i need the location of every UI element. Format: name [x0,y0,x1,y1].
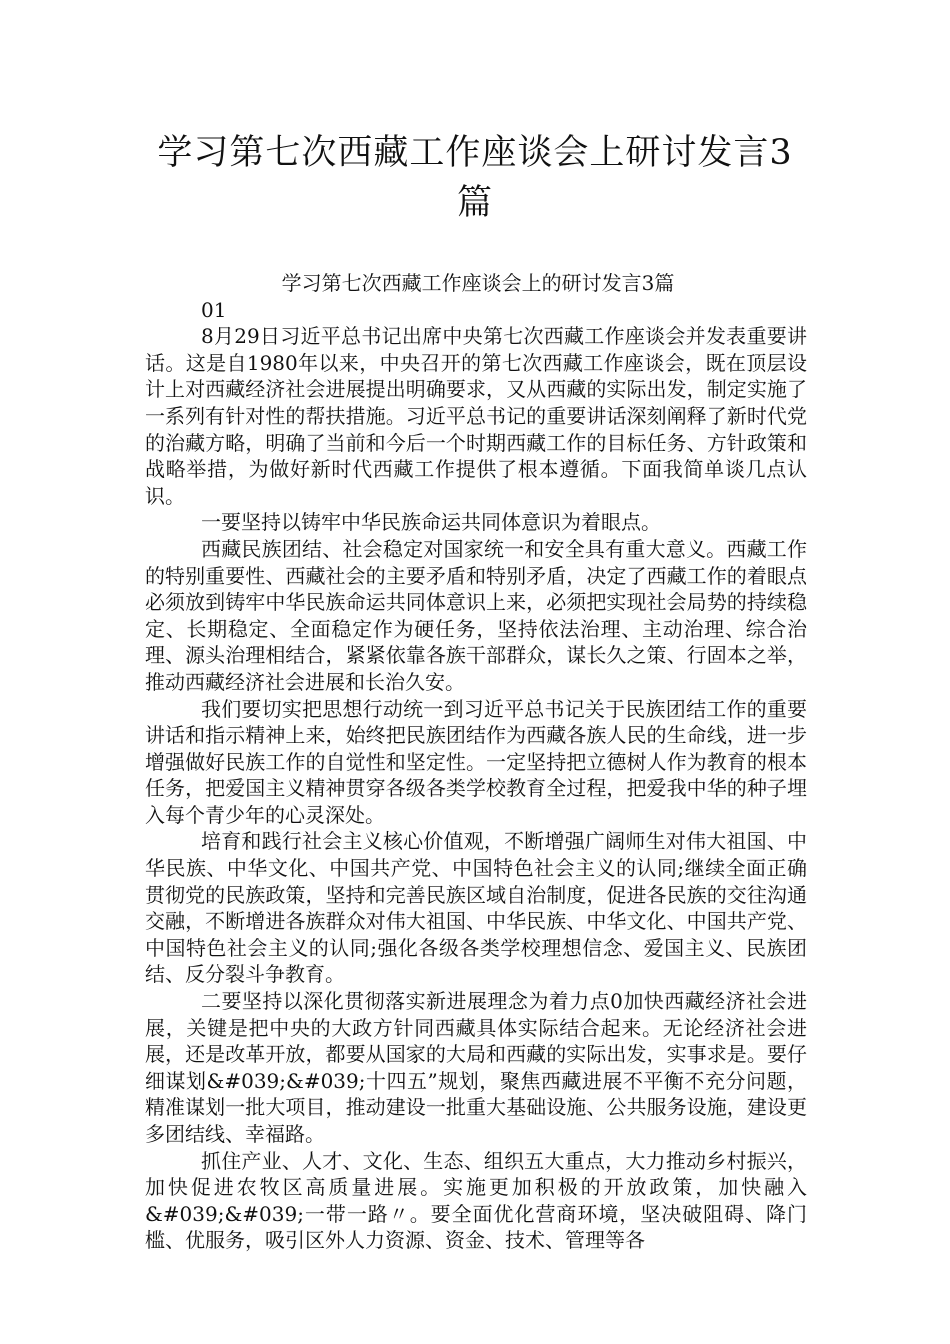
paragraph-intro: 8月29日习近平总书记出席中央第七次西藏工作座谈会并发表重要讲话。这是自1980年以来，中央召开的第七次西藏工作座谈会，既在顶层设计上对西藏经济社会进展提出明确要求，又从西藏的实际出发，制定实施了一系列有针对性的帮扶措施。习近平总书记的重要讲话深刻阐释了新时代党的治藏方略，明确了当前和今后一个时期西藏工作的目标任务、方针政策和战略举措，为做好新时代西藏工作提供了根本遵循。下面我简单谈几点认识。 [145,324,807,508]
document-title: 学习第七次西藏工作座谈会上研讨发言3篇 [157,133,793,223]
paragraph-point-two: 二要坚持以深化贯彻落实新进展理念为着力点0加快西藏经济社会进展，关键是把中央的大政方针同西藏具体实际结合起来。无论经济社会进展，还是改革开放，都要从国家的大局和西藏的实际出发，实事求是。要仔细谋划&#039;&#039;十四五”规划，聚焦西藏进展不平衡不充分问题，精准谋划一批大项目，推动建设一批重大基础设施、公共服务设施，建设更多团结线、幸福路。 [145,989,807,1146]
section-number: 01 [201,297,227,322]
document-body [145,270,807,1254]
document-subtitle: 学习第七次西藏工作座谈会上的研讨发言3篇 [281,271,675,295]
paragraph-values: 培育和践行社会主义核心价值观，不断增强广阔师生对伟大祖国、中华民族、中华文化、中国共产党、中国特色社会主义的认同;继续全面正确贯彻党的民族政策，坚持和完善民族区域自治制度，促进各民族的交往沟通交融，不断增进各族群众对伟大祖国、中华民族、中华文化、中国共产党、中国特色社会主义的认同;强化各级各类学校理想信念、爱国主义、民族团结、反分裂斗争教育。 [145,829,807,987]
paragraph-unity: 我们要切实把思想行动统一到习近平总书记关于民族团结工作的重要讲话和指示精神上来，始终把民族团结作为西藏各族人民的生命线，进一步增强做好民族工作的自觉性和坚定性。一定坚持把立德树人作为教育的根本任务，把爱国主义精神贯穿各级各类学校教育全过程，把爱我中华的种子埋入每个青少年的心灵深处。 [145,696,807,827]
paragraph-stability: 西藏民族团结、社会稳定对国家统一和安全具有重大意义。西藏工作的特别重要性、西藏社会的主要矛盾和特别矛盾，决定了西藏工作的着眼点必须放到铸牢中华民族命运共同体意识上来，必须把实现社会局势的持续稳定、长期稳定、全面稳定作为硬任务，坚持依法治理、主动治理、综合治理、源头治理相结合，紧紧依靠各族干部群众，谋长久之策、行固本之举，推动西藏经济社会进展和长治久安。 [145,536,807,694]
paragraph-rural: 抓住产业、人才、文化、生态、组织五大重点，大力推动乡村振兴，加快促进农牧区高质量进展。实施更加积极的开放政策，加快融入&#039;&#039;一带一路〃。要全面优化营商环境，坚决破阻碍、降门槛、优服务，吸引区外人力资源、资金、技术、管理等各 [145,1148,807,1253]
paragraph-point-one: 一要坚持以铸牢中华民族命运共同体意识为着眼点。 [201,510,661,535]
